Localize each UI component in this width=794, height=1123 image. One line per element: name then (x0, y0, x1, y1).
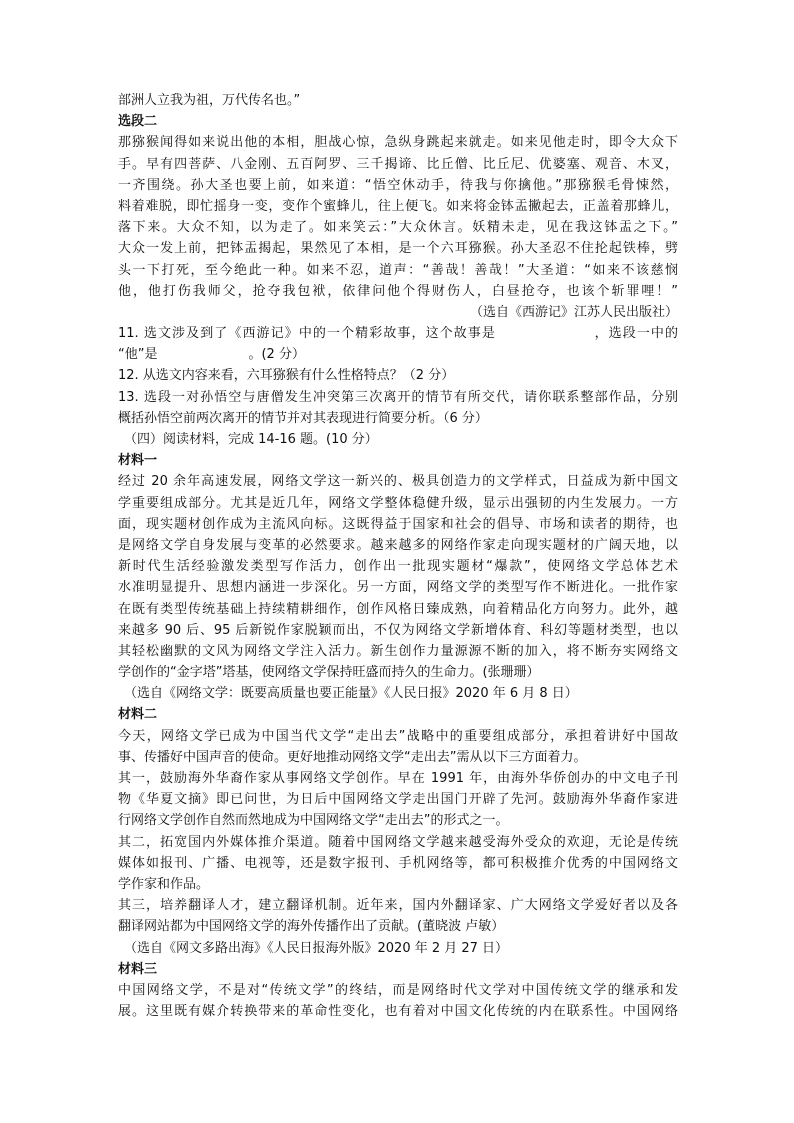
text-line: 学作家和作品。 (118, 876, 210, 892)
text-line: 大众一发上前，把钵盂揭起，果然见了本相，是一个六耳猕猴。孙大圣忍不住抡起铁棒，劈 (118, 241, 678, 257)
source-citation: （选自《西游记》江苏人民出版社） (469, 304, 678, 320)
text-line: 那猕猴闻得如来说出他的本相，胆战心惊，急纵身跳起来就走。如来见他走时，即令大众下 (118, 135, 678, 151)
text-line: 一齐围绕。孙大圣也要上前，如来道：“悟空休动手，待我与你擒他。”那猕猴毛骨悚然， (118, 177, 678, 193)
question-line: “他”是 。(2 分） (118, 347, 305, 363)
source-citation: （选自《网文多路出海》《人民日报海外版》2020 年 2 月 27 日） (124, 940, 509, 956)
text-line: 翻译网站都为中国网络文学的海外传播作出了贡献。(董晓波 卢敏） (118, 919, 505, 935)
text-line: 其三，培养翻译人才，建立翻译机制。近年来，国内外翻译家、广大网络文学爱好者以及各 (118, 898, 678, 914)
section-heading: 材料一 (118, 453, 158, 469)
text-line: 手。早有四菩萨、八金刚、五百阿罗、三千揭谛、比丘僧、比丘尼、优婆塞、观音、木叉， (118, 156, 678, 172)
text-line: 媒体如报刊、广播、电视等，还是数字报刊、手机网络等，都可积极推介优秀的中国网络文 (118, 855, 678, 871)
text-line: 其二，拓宽国内外媒体推介渠道。随着中国网络文学越来越受海外受众的欢迎，无论是传统 (118, 834, 678, 850)
text-line: 水准明显提升、思想内涵进一步深化。另一方面，网络文学的类型写作不断进化。一批作家 (118, 580, 678, 596)
question-line: 概括孙悟空前两次离开的情节并对其表现进行简要分析。（6 分） (118, 410, 488, 426)
text-line: 在既有类型传统基础上持续精耕细作，创作风格日臻成熟，向着精品化方向努力。此外，越 (118, 601, 678, 617)
text-line: 头一下打死，至今绝此一种。如来不忍，道声：“善哉！善哉！”大圣道：“如来不该慈悯 (118, 262, 678, 278)
text-line: 中国网络文学，不是对“传统文学”的终结，而是网络时代文学对中国传统文学的继承和发 (118, 982, 678, 998)
text-line: 面，现实题材创作成为主流风向标。这既得益于国家和社会的倡导、市场和读者的期待，也 (118, 516, 678, 532)
text-line: 部洲人立我为祖，万代传名也。” (118, 93, 301, 108)
text-line: 新时代生活经验激发类型写作活力，创作出一批现实题材“爆款”，使网络文学总体艺术 (118, 559, 678, 575)
section-heading: 选段二 (118, 114, 158, 130)
text-line: 行网络文学创作自然而然地成为中国网络文学“走出去”的形式之一。 (118, 813, 509, 829)
text-line: 经过 20 余年高速发展，网络文学这一新兴的、极具创造力的文学样式，日益成为新中国文 (118, 474, 678, 490)
text-line: 今天，网络文学已成为中国当代文学“走出去”战略中的重要组成部分，承担着讲好中国故 (118, 728, 678, 744)
text-line: 落下来。大众不知，以为走了。如来笑云：”大众休言。妖精未走，见在我这钵盂之下。” (118, 220, 678, 236)
text-line: 学创作的“金字塔”塔基，使网络文学保持旺盛而持久的生命力。(张珊珊） (118, 665, 540, 681)
text-line: 学重要组成部分。尤其是近几年，网络文学整体稳健升级，显示出强韧的内生发展力。一方 (118, 495, 678, 511)
section-title: （四）阅读材料，完成 14-16 题。(10 分） (124, 432, 378, 447)
text-line: 其一，鼓励海外华裔作家从事网络文学创作。早在 1991 年，由海外华侨创办的中文电子刊 (118, 771, 678, 786)
source-citation: （选自《网络文学：既要高质量也要正能量》《人民日报》2020 年 6 月 8 日） (124, 686, 578, 702)
text-line: 事、传播好中国声音的使命。更好地推动网络文学“走出去”需从以下三方面着力。 (118, 749, 587, 765)
question-line: 11. 选文涉及到了《西游记》中的一个精彩故事，这个故事是 ，选段一中的 (118, 326, 678, 342)
document-page (118, 90, 678, 1022)
section-heading: 材料三 (118, 961, 158, 977)
text-line: 来越多 90 后、95 后新锐作家脱颖而出，不仅为网络文学新增体育、科幻等题材类型，也以 (118, 622, 678, 638)
text-line: 物《华夏文摘》即已问世，为日后中国网络文学走出国门开辟了先河。鼓励海外华裔作家进 (118, 792, 678, 808)
section-heading: 材料二 (118, 707, 158, 723)
question-line: 13. 选段一对孙悟空与唐僧发生冲突第三次离开的情节有所交代，请你联系整部作品，分别 (118, 389, 678, 405)
text-line: 料着难脱，即忙摇身一变，变作个蜜蜂儿，往上便飞。如来将金钵盂撇起去，正盖着那蜂儿， (118, 198, 678, 214)
text-line: 展。这里既有媒介转换带来的革命性变化，也有着对中国文化传统的内在联系性。中国网络 (118, 1004, 678, 1020)
text-line: 其轻松幽默的文风为网络文学注入活力。新生创作力量源源不断的加入，将不断夯实网络文 (118, 643, 678, 659)
text-line: 是网络文学自身发展与变革的必然要求。越来越多的网络作家走向现实题材的广阔天地，以 (118, 537, 678, 553)
question-line: 12. 从选文内容来看，六耳猕猴有什么性格特点？（2 分） (118, 368, 455, 384)
text-line: 他，他打伤我师父，抢夺我包袱，依律问他个得财伤人，白昼抢夺，也该个斩罪哩！” (118, 283, 678, 299)
